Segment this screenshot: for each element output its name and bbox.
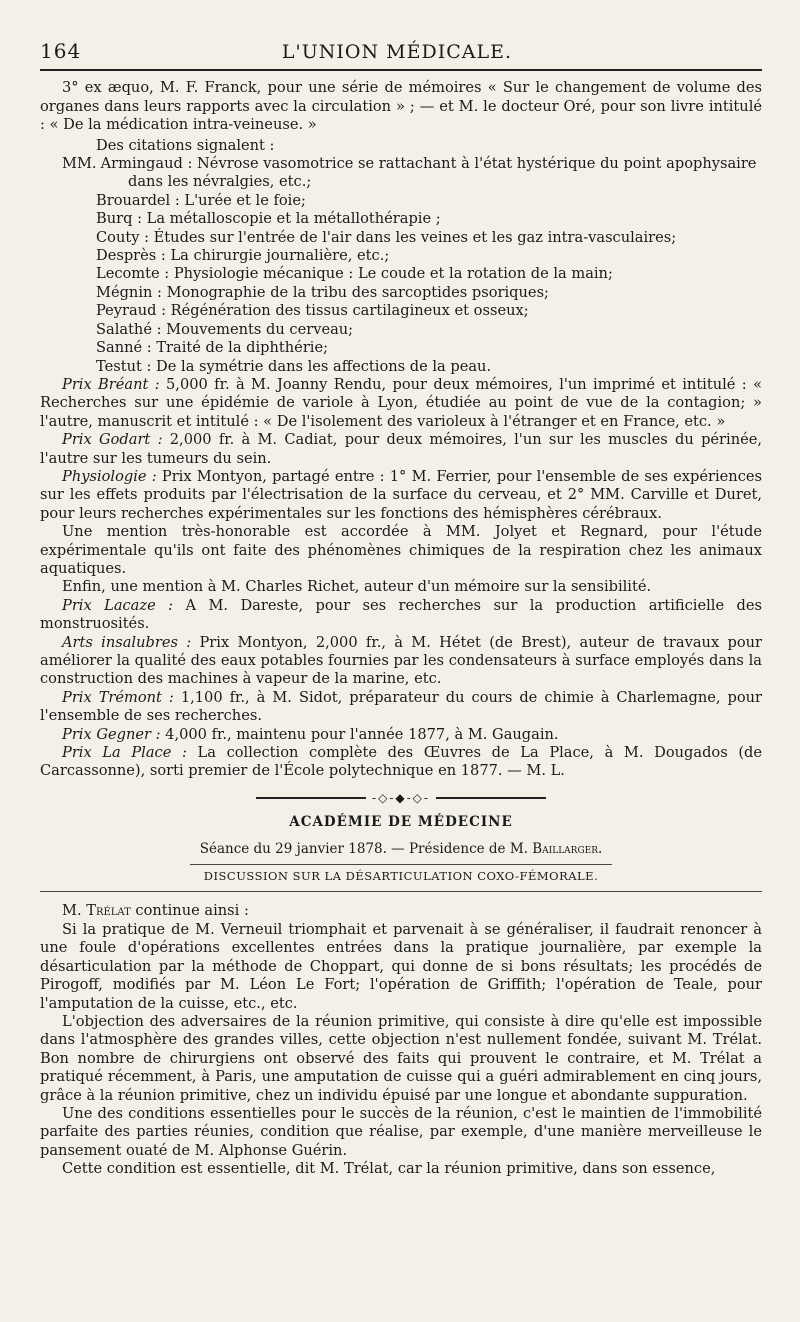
mm-label: MM. [62,155,97,173]
body-paragraph: Cette condition est essentielle, dit M. Trélat, car la réunion primitive, dans son essence, [62,1160,716,1178]
intro-paragraph: 3° ex æquo, M. F. Franck, pour une série de mémoires « Sur le changement de volume des organes dans leurs rapports avec la circulation » ; — et M. le docteur Oré, pour son livre intitulé : « De la médication intra-veineuse. » [40,79,762,134]
prize-paragraph [40,431,762,468]
prize-paragraph [40,689,762,726]
prize-text: A M. Dareste, pour ses recherches sur la production artificielle des monstruosités. [40,596,762,633]
citation-item: Brouardel : L'urée et le foie; [96,191,306,209]
body-paragraph: Une des conditions essentielles pour le succès de la réunion, c'est le maintien de l'immobilité parfaite des parties réunies, condition que réalise, par exemple, d'une manière merveilleuse le pansement ouaté de M. Alphonse Guérin. [40,1104,762,1159]
citation-item: Lecomte : Physiologie mécanique : Le coude et la rotation de la main; [96,265,613,283]
citation-item: Peyraud : Régénération des tissus cartilagineux et osseux; [96,302,529,320]
journal-title: L'UNION MÉDICALE. [281,41,512,63]
citation-item: Desprès : La chirurgie journalière, etc.; [96,247,390,265]
prize-paragraph [40,578,762,596]
separator-line [256,797,366,799]
speaker-line [40,902,762,920]
prize-text: 5,000 fr. à M. Joanny Rendu, pour deux mémoires, l'un imprimé et intitulé : « Recherches sur une épidémie de variole à Lyon, étudiée au point de vue de la contagion; » l'autre, manuscrit et intitulé : « De l'isolement des varioleux à l'étranger et en France, etc. » [40,375,762,430]
page-header [40,39,762,63]
citation-item: Salathé : Mouvements du cerveau; [96,320,354,338]
prize-text: La collection complète des Œuvres de La Place, à M. Dougados (de Carcassonne), sorti premier de l'École polytechnique en 1877. — M. L. [40,744,762,780]
prize-text: Enfin, une mention à M. Charles Richet, auteur d'un mémoire sur la sensibilité. [62,578,652,596]
body-paragraph: Si la pratique de M. Verneuil triomphait et parvenait à se généraliser, il faudrait renoncer à une foule d'opérations excellentes entrées dans la pratique journalière, par exemple la désarticulation par la méthode de Choppart, qui donne de si bons résultats; les procédés de Pirogoff, modifiés par M. Léon Le Fort; l'opération de Griffith; l'opération de Teale, pour l'amputation de la cuisse, etc., etc. [40,920,762,1012]
prize-label: Prix Gegner : [62,725,161,743]
prize-label: Prix Bréant : [62,375,160,393]
citation-item: Burq : La métalloscopie et la métallothérapie ; [96,210,441,228]
citations-list [40,155,762,376]
citation-continuation: dans les névralgies, etc.; [128,173,312,191]
citation-item: Sanné : Traité de la diphthérie; [96,339,329,357]
prize-text: Prix Montyon, partagé entre : 1° M. Ferrier, pour l'ensemble de ses expériences sur les effets produits par l'électrisation de la surface du cerveau, et 2° MM. Carville et Duret, pour leurs recherches expérimentales sur les fonctions des hémisphères cérébraux. [40,467,762,522]
separator-ornament: -◇-◆-◇- [372,790,430,805]
prize-label: Arts insalubres : [62,633,192,651]
prize-paragraph [40,376,762,431]
seance-line [40,840,762,858]
header-rule [40,69,762,71]
discussion-title: DISCUSSION SUR LA DÉSARTICULATION COXO-FÉMORALE. [203,869,599,884]
section-separator [40,789,762,807]
speaker-name: M. Trélat [62,902,131,920]
speaker-suffix: continue ainsi : [130,902,249,920]
page-number: 164 [40,39,82,63]
citation-item: Mégnin : Monographie de la tribu des sarcoptides psoriques; [96,283,549,301]
prize-label: Prix Lacaze : [62,596,174,614]
prize-label: Prix Godart : [62,431,163,449]
citations-heading: Des citations signalent : [96,136,275,154]
prize-text: 1,100 fr., à M. Sidot, préparateur du cours de chimie à Charlemagne, pour l'ensemble de ses recherches. [40,688,762,725]
prize-label: Prix Trémont : [62,688,174,706]
prize-paragraph [40,468,762,523]
citation-text: Armingaud : Névrose vasomotrice se rattachant à l'état hystérique du point apophysaire [100,155,757,173]
body-paragraph: L'objection des adversaires de la réunion primitive, qui consiste à dire qu'elle est impossible dans l'atmosphère des grandes villes, cette objection n'est nullement fondée, suivant M. Trélat. Bon nombre de chirurgiens ont observé des faits qui prouvent le contraire, et M. Trélat a pratiqué récemment, à Paris, une amputation de cuisse qui a guéri admirablement en cinq jours, grâce à la réunion primitive, chez un individu épuisé par une longue et abondante suppuration. [40,1012,762,1104]
prize-text: Une mention très-honorable est accordée à MM. Jolyet et Regnard, pour l'étude expérimentale qu'ils ont faite des phénomènes chimiques de la respiration chez les animaux aquatiques. [40,523,762,577]
prize-paragraph [40,634,762,689]
prize-text: 2,000 fr. à M. Cadiat, pour deux mémoires, l'un sur les muscles du périnée, l'autre sur les tumeurs du sein. [40,431,763,467]
discussion-rule-bottom [40,891,762,892]
citation-item: Couty : Études sur l'entrée de l'air dans les veines et les gaz intra-vasculaires; [96,228,677,246]
seance-text: Séance du 29 janvier 1878. — Présidence de M. [199,840,533,857]
prize-label: Prix La Place : [62,744,187,762]
prize-label: Physiologie : [62,467,157,485]
discussion-rule [190,864,612,865]
president-name: Baillarger. [532,840,603,857]
separator-line [436,797,546,799]
citation-item [40,155,762,173]
prize-paragraph [40,726,762,744]
section-title: ACADÉMIE DE MÉDECINE [289,814,513,831]
prize-text: 4,000 fr., maintenu pour l'année 1877, à M. Gaugain. [160,725,559,743]
prize-paragraph [40,597,762,634]
prize-text: Prix Montyon, 2,000 fr., à M. Hétet (de Brest), auteur de travaux pour améliorer la qualité des eaux potables fournies par les condensateurs à surface employés dans la construction des machines à vapeur de la marine, etc. [40,633,762,688]
citation-item: Testut : De la symétrie dans les affections de la peau. [96,357,492,375]
prize-paragraph [40,523,762,578]
prize-paragraph [40,744,762,781]
